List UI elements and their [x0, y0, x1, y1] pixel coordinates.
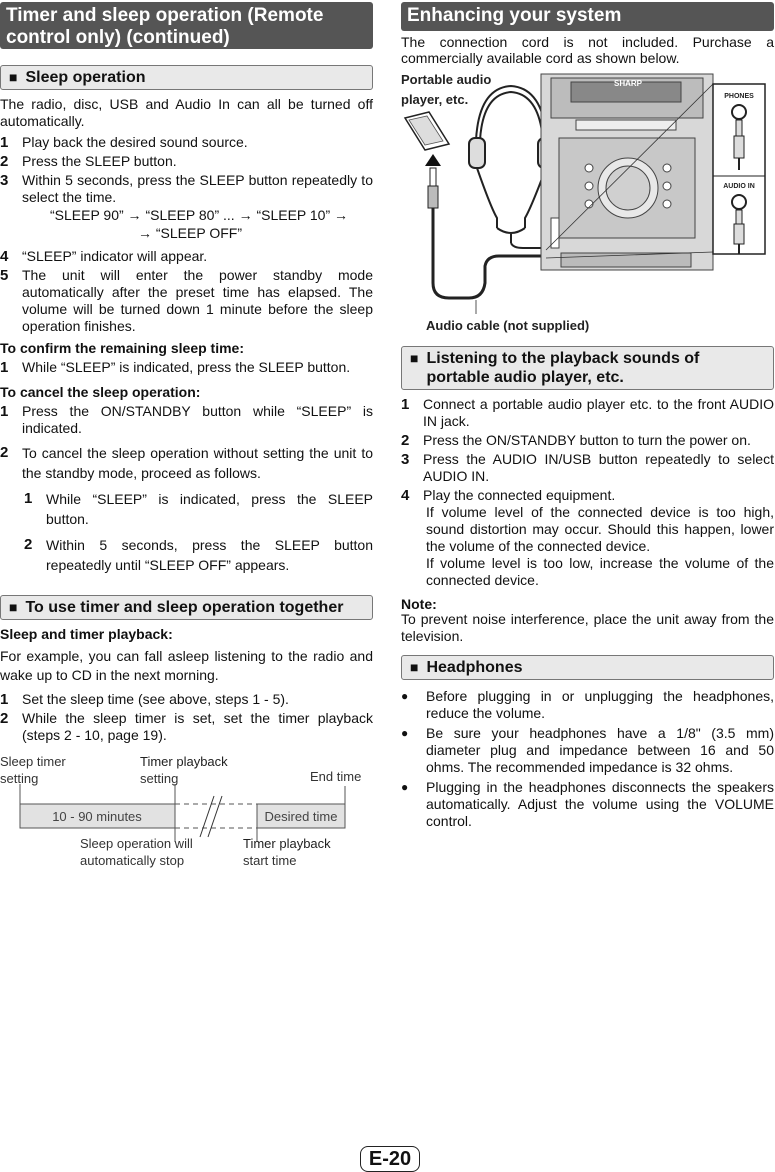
sleep-stop-label-2: automatically stop [80, 853, 185, 868]
heading-text: Headphones [426, 659, 523, 676]
playback-start-label-2: start time [243, 853, 297, 868]
bullet-icon: ● [401, 689, 409, 703]
listening-heading [401, 346, 774, 390]
portable-player-icon [405, 112, 449, 150]
heading-text: To use timer and sleep operation together [25, 599, 344, 616]
sleep-timer-label-2: setting [0, 771, 39, 786]
brand-text: SHARP [613, 79, 643, 88]
step: 1 While “SLEEP” is indicated, press the SLEEP button. [0, 359, 351, 376]
desired-time-text: Desired time [264, 809, 338, 824]
audio-cable [433, 218, 469, 298]
step: 1 Connect a portable audio player etc. to the front AUDIO IN jack. [401, 396, 774, 429]
step: 1 Set the sleep time (see above, steps 1 - 5). [0, 691, 289, 708]
step: 2 Within 5 seconds, press the SLEEP button repeatedly until “SLEEP OFF” appears. [24, 536, 373, 573]
headphones-bullets [401, 688, 774, 830]
volume-low-note: If volume level is too low, increase the volume of the connected device. [426, 555, 774, 588]
left-column [0, 0, 373, 872]
audio-cable-label: Audio cable (not supplied) [426, 318, 590, 333]
volume-high-note: If volume level of the connected device is too high, sound distortion may occur. Should this happen, lower the volume of the connected device. [426, 504, 774, 554]
right-column [401, 0, 774, 830]
bullet-icon: ● [401, 726, 409, 740]
square-bullet-icon: ■ [410, 659, 419, 675]
step: 1 While “SLEEP” is indicated, press the SLEEP button. [24, 490, 373, 527]
step: 2 Press the SLEEP button. [0, 153, 177, 170]
enhancing-intro: The connection cord is not included. Purchase a commercially available cord as shown below. [401, 34, 774, 66]
sleep-timer-timeline [0, 752, 373, 872]
timer-playback-label-1: Timer playback [140, 754, 228, 769]
confirm-subheading: To confirm the remaining sleep time: [0, 340, 245, 356]
section-header: Enhancing your system [401, 2, 774, 31]
square-bullet-icon: ■ [9, 69, 18, 85]
listening-steps [401, 396, 774, 589]
bullet-icon: ● [401, 780, 409, 794]
sleep-timer-subheading: Sleep and timer playback: [0, 626, 173, 642]
minutes-text: 10 - 90 minutes [52, 809, 142, 824]
step: 5 The unit will enter the power standby mode automatically after the preset time has elapsed. The volume will be turned down 1 minute before the sleep operation finishes. [0, 267, 373, 334]
portable-player-label-2: player, etc. [401, 92, 469, 107]
audio-in-label: AUDIO IN [723, 183, 755, 190]
step: 4 “SLEEP” indicator will appear. [0, 248, 208, 265]
step: 2 Press the ON/STANDBY button to turn the power on. [401, 432, 751, 449]
heading-text: Listening to the playback sounds of portable audio player, etc. [426, 350, 700, 386]
step: 1 Press the ON/STANDBY button while “SLEEP” is indicated. [0, 403, 373, 436]
phones-label: PHONES [724, 93, 754, 100]
playback-start-label-1: Timer playback [243, 836, 331, 851]
list-item: ● Be sure your headphones have a 1/8" (3.5 mm) diameter plug and impedance between 16 and 50 ohms. The recommended impedance is 32 ohms. [401, 725, 774, 775]
timer-playback-label-2: setting [140, 771, 179, 786]
page-number: E-20 [360, 1146, 420, 1172]
step: 3 Within 5 seconds, press the SLEEP button repeatedly to select the time. [0, 172, 373, 205]
audio-in-jack-icon [732, 195, 746, 209]
headphones-heading [401, 655, 774, 680]
note-text: To prevent noise interference, place the unit away from the television. [401, 611, 774, 644]
step: 4 Play the connected equipment. [401, 487, 616, 504]
sleep-sequence-end: → “SLEEP OFF” [138, 225, 242, 241]
sleep-timer-label-1: Sleep timer [0, 754, 66, 769]
section-header: Timer and sleep operation (Remote control only) (continued) [0, 2, 373, 49]
sleep-intro: The radio, disc, USB and Audio In can all be turned off automatically. [0, 96, 373, 129]
step: 2 To cancel the sleep operation without setting the unit to the standby mode, proceed as follows. [0, 444, 373, 481]
arrow-up-icon [425, 154, 441, 166]
list-item: ● Plugging in the headphones disconnects the speakers automatically. Adjust the volume using the VOLUME control. [401, 779, 774, 829]
sleep-steps [0, 134, 373, 335]
sleep-operation-heading [0, 65, 373, 90]
together-intro: For example, you can fall asleep listening to the radio and wake up to CD in the next morning. [0, 648, 373, 683]
audio-plug-icon [428, 168, 438, 218]
sleep-stop-label-1: Sleep operation will [80, 836, 193, 851]
sleep-sequence: “SLEEP 90” → “SLEEP 80” ... → “SLEEP 10” → [50, 207, 349, 223]
cancel-substeps [0, 489, 373, 575]
note-title: Note: [401, 596, 437, 612]
end-time-label: End time [310, 769, 362, 784]
list-item: ● Before plugging in or unplugging the headphones, reduce the volume. [401, 688, 774, 721]
step: 1 Play back the desired sound source. [0, 134, 248, 151]
portable-player-label-1: Portable audio [401, 72, 492, 87]
timer-sleep-together-heading [0, 595, 373, 620]
cancel-subheading: To cancel the sleep operation: [0, 384, 201, 400]
audio-cable [469, 256, 546, 298]
step: 3 Press the AUDIO IN/USB button repeatedly to select AUDIO IN. [401, 451, 774, 484]
phones-jack-icon [732, 105, 746, 119]
break-mark [200, 796, 214, 837]
connection-figure [401, 68, 774, 344]
heading-text: Sleep operation [25, 69, 146, 86]
square-bullet-icon: ■ [9, 599, 18, 615]
break-mark [208, 796, 222, 837]
square-bullet-icon: ■ [410, 350, 419, 366]
stereo-unit-icon [541, 74, 713, 270]
step: 2 While the sleep timer is set, set the timer playback (steps 2 - 10, page 19). [0, 710, 373, 743]
